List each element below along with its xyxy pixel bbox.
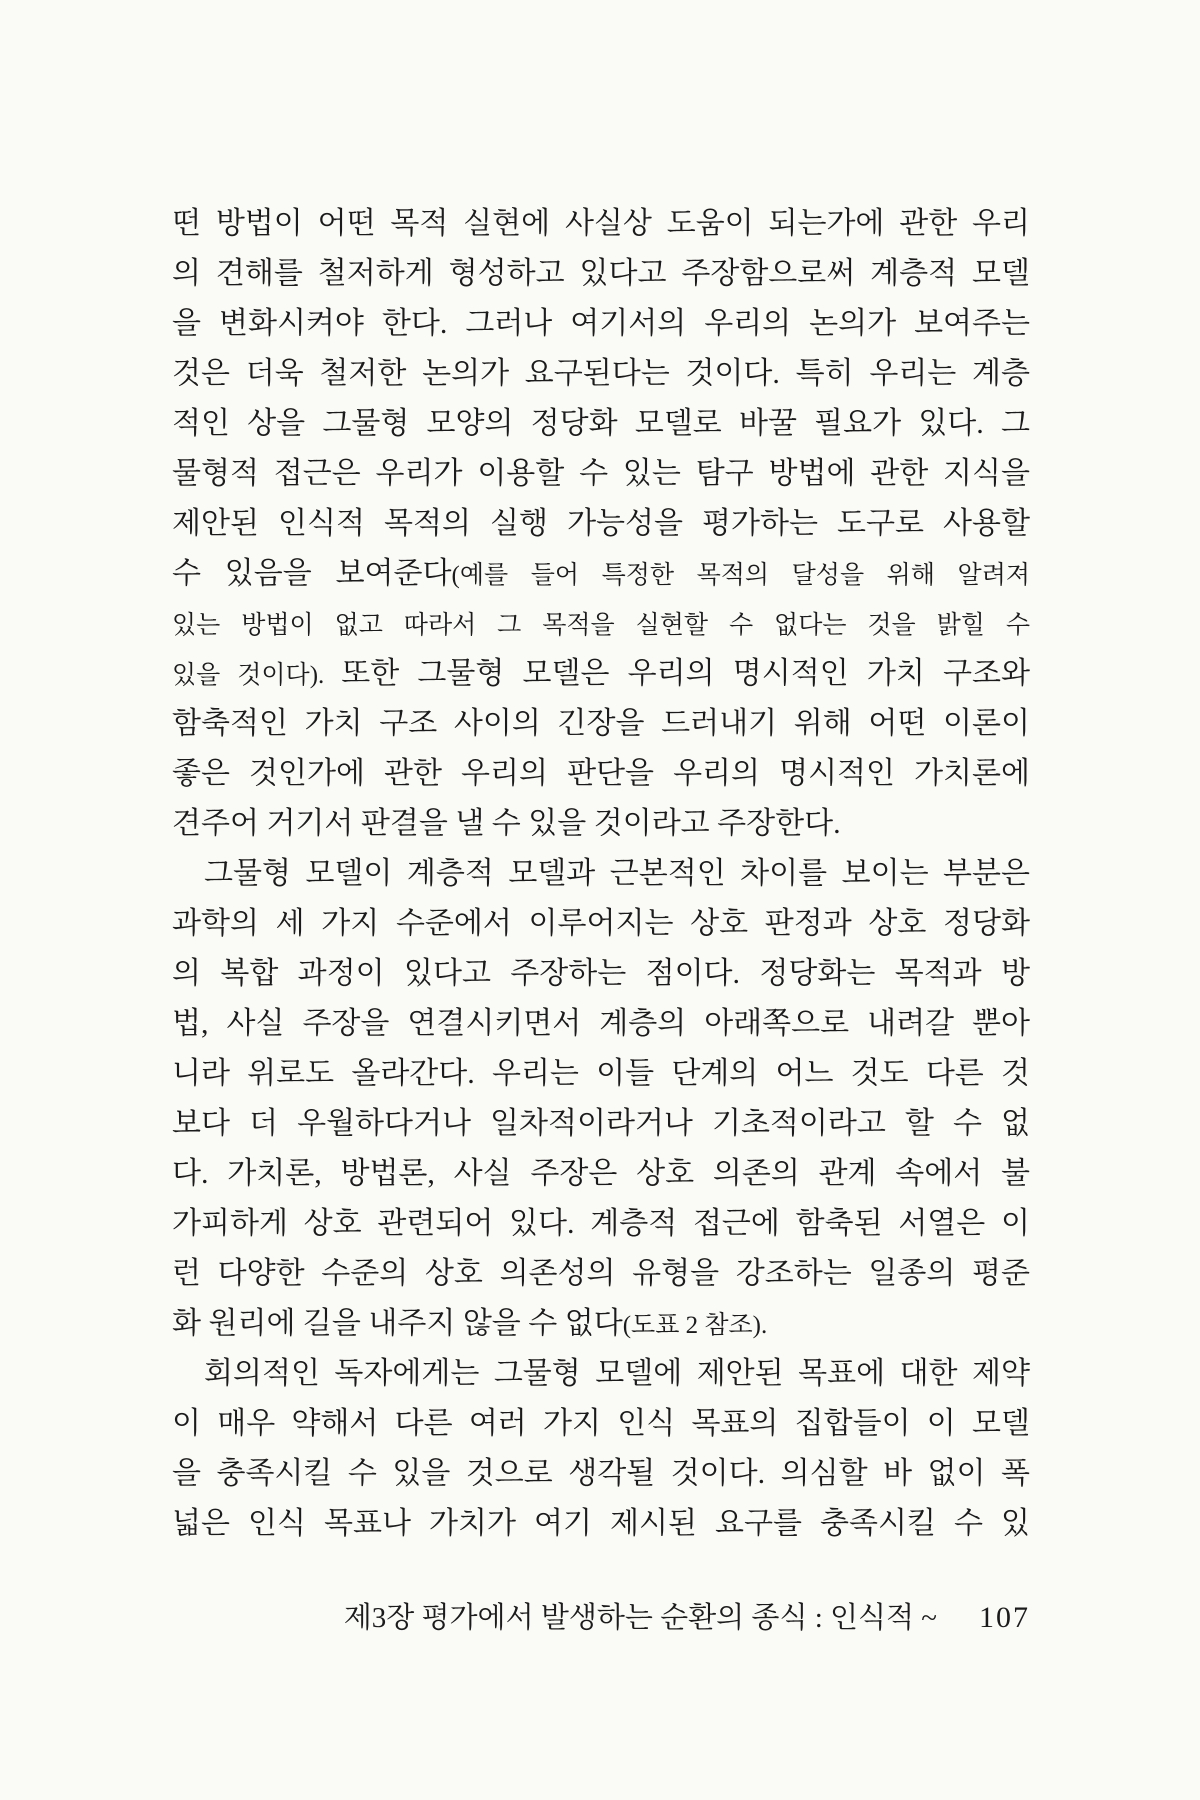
text-segment: 또한 그물형 모델은 우리의 명시적인 가치 구조와	[341, 657, 1030, 690]
text-segment: 제안된 인식적 목적의 실행 가능성을 평가하는 도구로 사용할	[172, 507, 1030, 540]
text-line	[172, 549, 1030, 599]
text-line	[172, 949, 1030, 999]
text-segment: 있는 방법이 없고 따라서 그 목적을 실현할 수 없다는 것을 밝힐 수	[172, 612, 1030, 639]
text-segment: 니라 위로도 올라간다. 우리는 이들 단계의 어느 것도 다른 것	[172, 1057, 1030, 1090]
text-line	[172, 249, 1030, 299]
text-segment: 함축적인 가치 구조 사이의 긴장을 드러내기 위해 어떤 이론이	[172, 707, 1030, 740]
text-segment: (도표 2 참조).	[622, 1312, 768, 1339]
text-line	[172, 449, 1030, 499]
text-segment: 과학의 세 가지 수준에서 이루어지는 상호 판정과 상호 정당화	[172, 907, 1030, 940]
text-line	[172, 1199, 1030, 1249]
text-line	[172, 899, 1030, 949]
text-segment: 그물형 모델이 계층적 모델과 근본적인 차이를 보이는 부분은	[204, 857, 1030, 890]
footer-chapter-title: 제3장 평가에서 발생하는 순환의 종식 : 인식적 ~	[343, 1602, 937, 1634]
text-line	[172, 499, 1030, 549]
text-segment: 의 복합 과정이 있다고 주장하는 점이다. 정당화는 목적과 방	[172, 957, 1030, 990]
text-line	[172, 999, 1030, 1049]
text-segment: (예를 들어 특정한 목적의 달성을 위해 알려져	[451, 562, 1030, 589]
text-line	[172, 1499, 1030, 1549]
text-segment: 런 다양한 수준의 상호 의존성의 유형을 강조하는 일종의 평준	[172, 1257, 1030, 1290]
text-line	[172, 1049, 1030, 1099]
text-segment: 법, 사실 주장을 연결시키면서 계층의 아래쪽으로 내려갈 뿐아	[172, 1007, 1030, 1040]
text-line	[172, 1449, 1030, 1499]
text-segment: 다. 가치론, 방법론, 사실 주장은 상호 의존의 관계 속에서 불	[172, 1157, 1030, 1190]
text-line	[172, 399, 1030, 449]
text-line	[172, 1099, 1030, 1149]
body-text	[172, 199, 1030, 1549]
text-line	[172, 1299, 1030, 1349]
text-line	[172, 649, 1030, 699]
text-segment: 좋은 것인가에 관한 우리의 판단을 우리의 명시적인 가치론에	[172, 757, 1030, 790]
text-line	[172, 1399, 1030, 1449]
text-line	[172, 299, 1030, 349]
text-line	[172, 599, 1030, 649]
text-line	[172, 349, 1030, 399]
text-segment: 회의적인 독자에게는 그물형 모델에 제안된 목표에 대한 제약	[204, 1357, 1030, 1390]
text-line	[172, 1149, 1030, 1199]
text-segment: 화 원리에 길을 내주지 않을 수 없다	[172, 1307, 623, 1340]
text-segment: 보다 더 우월하다거나 일차적이라거나 기초적이라고 할 수 없	[172, 1107, 1030, 1140]
text-line	[172, 1249, 1030, 1299]
text-segment: 것은 더욱 철저한 논의가 요구된다는 것이다. 특히 우리는 계층	[172, 357, 1030, 390]
text-segment: 넓은 인식 목표나 가치가 여기 제시된 요구를 충족시킬 수 있	[172, 1507, 1030, 1540]
page-number: 107	[979, 1601, 1030, 1634]
text-segment: 떤 방법이 어떤 목적 실현에 사실상 도움이 되는가에 관한 우리	[172, 207, 1030, 240]
text-segment: 을 변화시켜야 한다. 그러나 여기서의 우리의 논의가 보여주는	[172, 307, 1030, 340]
text-segment: 이 매우 약해서 다른 여러 가지 인식 목표의 집합들이 이 모델	[172, 1407, 1030, 1440]
text-segment: 수 있음을 보여준다	[172, 557, 452, 590]
text-line	[172, 799, 1030, 849]
text-segment: 의 견해를 철저하게 형성하고 있다고 주장함으로써 계층적 모델	[172, 257, 1030, 290]
text-line	[172, 1349, 1030, 1399]
text-segment: 적인 상을 그물형 모양의 정당화 모델로 바꿀 필요가 있다. 그	[172, 407, 1030, 440]
text-line	[172, 749, 1030, 799]
text-segment: 물형적 접근은 우리가 이용할 수 있는 탐구 방법에 관한 지식을	[172, 457, 1030, 490]
footer	[344, 1593, 1030, 1643]
text-segment: 견주어 거기서 판결을 낼 수 있을 것이라고 주장한다.	[172, 807, 841, 840]
text-line	[172, 199, 1030, 249]
text-line	[172, 699, 1030, 749]
text-segment: 가피하게 상호 관련되어 있다. 계층적 접근에 함축된 서열은 이	[172, 1207, 1030, 1240]
text-segment: 있을 것이다).	[172, 662, 342, 689]
text-segment: 을 충족시킬 수 있을 것으로 생각될 것이다. 의심할 바 없이 폭	[172, 1457, 1030, 1490]
text-line	[172, 849, 1030, 899]
